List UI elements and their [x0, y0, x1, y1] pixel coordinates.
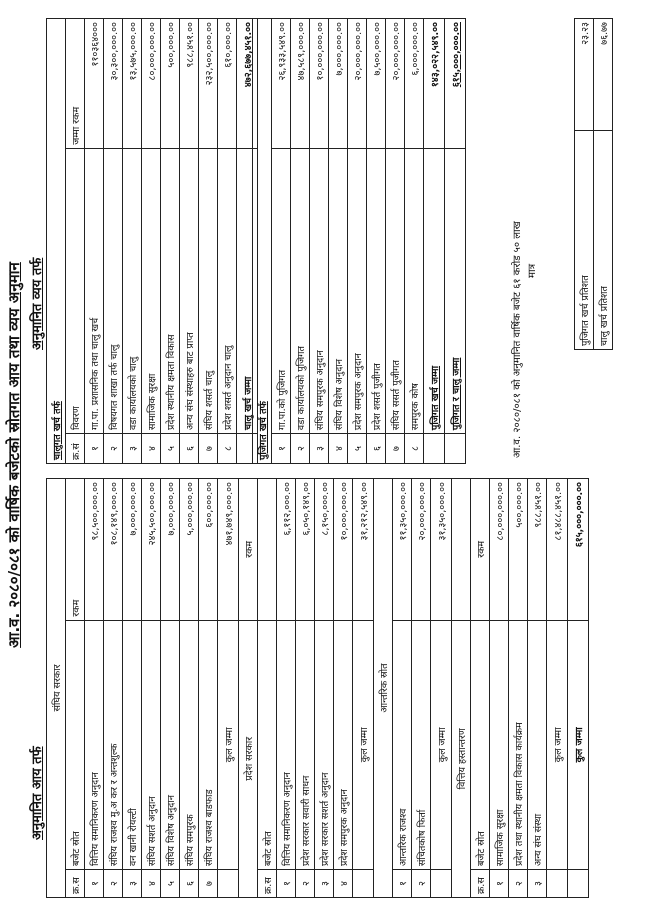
federal-section-label: संघिय सरकार [47, 479, 66, 898]
table-row: १ वित्तिय समानिकरण अनुदान ९८,५००,०००.०० [85, 479, 104, 898]
column-header-description: विवरण [66, 148, 85, 433]
table-row: २ प्रदेश सरकार सवारी साधन ६,०५०,१४९,०० [296, 479, 315, 898]
income-heading: अनुमानित आय तर्फ [30, 746, 45, 840]
table-row: ३ वडा कार्यालयको चालु १३,५७५,०००.०० [123, 19, 142, 464]
table-row: ८ प्रदेश शसर्त अनुदान चालु ६१०,०००.०० [218, 19, 237, 464]
table-row: ३ वन खानी रोयल्टी ७,०००,०००.०० [123, 479, 142, 898]
table-row: ५ संघिय विशेष अनुदान ७,०००,०००.०० [161, 479, 180, 898]
province-section-label: प्रदेश सरकार [239, 620, 258, 897]
table-row: २ संघिय राजश्व मु.अ कर र अन्तशुल्क १०८,१४९,०००.०० [104, 479, 123, 898]
table-row: ६ संघिय समपुरक ५,०००,०००.०० [180, 479, 199, 898]
table-row: ५ प्रदेश स्थानीय क्षमता विकास ५००,०००.०० [161, 19, 180, 464]
table-row: ४ सामाजिक सुरक्षा ८०,०००,०००.०० [142, 19, 161, 464]
table-row: १ आन्तरिक राजश्व ११,३५०,०००.०० [393, 479, 412, 898]
internal-section-label: आन्तरिक स्रोत [374, 479, 393, 898]
recurrent-section-label: चालुगत खर्च तर्फ [47, 19, 66, 464]
table-row: ४ प्रदेश समपुरक अनुदान १०,०००,०००.०० [334, 479, 353, 898]
table-row: १ सामाजिक सुरक्षा ८०,०००,०००.०० [490, 479, 509, 898]
income-table: संघिय सरकार क्र.स बजेट स्रोत रकम १ वित्तिय समानिकरण अनुदान ९८,५००,०००.०० २ संघिय राजश्व मु.अ कर र अन्तशुल्क १०८,१४९,०००.०० ३ वन खानी रोयल्टी ७,०००,०००.०० ४ संघिय सशर्त अनुदान २४५,५००,०००.०० ५ संघिय विशेष अनुदान ७,०००,०००.०० ६ संघिय समपुरक ५,०००,०००.०० ७ संघिय राजश्व बाडफाड ६००,०००.०० कुल जम्मा ४७१,७४९,०००.०० प्रदेश सरकार रकम क्र.स बजेट स्रोत १ वित्तिय समानिकरण अनुदान ६,११२,०००.०० २ प्रदेश सरकार सवारी साधन ६,०५०,१४९,०० ३ प्रदेश सरकार सशर्त अनुदान ८,१५०,०००.०० ४ प्रदेश समपुरक अनुदान १०,०००,०००.०० कुल जम्मा ३१,२१२,५४९.०० आन्तरिक स्रोत १ आन्तरिक राजश्व ११,३५०,०००.०० २ संचितकोष फिर्ता २०,०००,०००.०० कुल जम्मा ३१,३५०,०००.०० वित्तिय हस्तान्तरण क्र.स बजेट स्रोत रकम १ सामाजिक सुरक्षा ८०,०००,०००.०० २ प्रदेश तथा स्थानीय क्षमता विकास कार्यक्रम ५००,०००.०० ३ अन्य संघ संस्था ९८८,४५१.०० कुल जम्मा ८१,४८८,४५१.०० कुल जम्मा ६१५,०००,०००.०० [46, 478, 589, 898]
table-row: २ विषयगत शाखा तर्फ चालु ३०,३००,०००.०० [104, 19, 123, 464]
capital-total-row: पुजिगत खर्च जम्मा १४३,०२२,५४९.०० [424, 19, 445, 464]
table-row: ७ संघिय ससर्त पुजीगत २०,०००,०००.०० [386, 19, 405, 464]
table-row: २ संचितकोष फिर्ता २०,०००,०००.०० [412, 479, 431, 898]
table-row: २ प्रदेश तथा स्थानीय क्षमता विकास कार्यक्रम ५००,०००.०० [509, 479, 528, 898]
column-header-total-amount: जम्मा रकम [66, 19, 85, 149]
budget-note [510, 18, 540, 458]
capital-section-label: पुजिगत खर्च तर्फ [253, 19, 272, 464]
transfer-section-label: वित्तिय हस्तान्तरण [452, 620, 471, 897]
expense-grand-total-row: पुजिगत र चालु जम्मा ६१५,०००,०००.०० [445, 19, 466, 464]
transfer-total-row: कुल जम्मा ८१,४८८,४५१.०० [547, 479, 568, 898]
column-header-source: बजेट स्रोत [66, 620, 85, 869]
table-row: २ वडा कार्यालयको पुजिगत ४७,५८९,०००.०० [291, 19, 310, 464]
table-row: ३ अन्य संघ संस्था ९८८,४५१.०० [528, 479, 547, 898]
table-row: ३ संघिय समपुरक अनुदान १०,०००,०००.०० [310, 19, 329, 464]
table-row: १ वित्तिय समानिकरण अनुदान ६,११२,०००.०० [277, 479, 296, 898]
table-row: ८ समपुरक कोष ६,०००,०००.०० [405, 19, 424, 464]
table-row: पुजिगत खर्च प्रतिशत २३.२३ [575, 19, 594, 350]
recurrent-expense-table [46, 18, 258, 464]
column-header-sn: क्र.सं [66, 434, 85, 464]
document-title: आ.व. २०८०/०८१ को वार्षिक बजेटको स्रोतगत आय तथा व्यय अनुमान [5, 262, 23, 648]
table-row: १ गा.पा. प्रशासनिक तथा चालु खर्च ११०३६४००० [85, 19, 104, 464]
internal-total-row: कुल जम्मा ३१,३५०,०००.०० [431, 479, 452, 898]
table-row: ५ प्रदेश समपुरक अनुदान २०,०००,०००.०० [348, 19, 367, 464]
income-grand-total-row: कुल जम्मा ६१५,०००,०००.०० [568, 479, 589, 898]
expense-ratio-table [574, 18, 613, 350]
capital-expense-table [252, 18, 466, 464]
federal-total-row: कुल जम्मा ४७१,७४९,०००.०० [218, 479, 239, 898]
table-row: ७ संघिय राजश्व बाडफाड ६००,०००.०० [199, 479, 218, 898]
column-header-amount: रकम [66, 479, 85, 621]
province-total-row: कुल जम्मा ३१,२१२,५४९.०० [353, 479, 374, 898]
column-header-sn: क्र.स [66, 870, 85, 898]
expense-heading: अनुमानित व्यय तर्फ [30, 257, 45, 350]
table-row: ४ संघिय सशर्त अनुदान २४५,५००,०००.०० [142, 479, 161, 898]
table-row: ६ अन्य संघ संस्थाहरु बाट प्राप्त ९८८,४५१.०० [180, 19, 199, 464]
table-row: ७ संघिय शसर्त चालु २३२,५००,०००.०० [199, 19, 218, 464]
recurrent-total-row: चालु खर्च जम्मा ४७२,६७७,४५१.०० [237, 19, 258, 464]
budget-note-line2: मात्र [527, 263, 538, 278]
table-row: चालु खर्च प्रतिशत ७६.७७ [594, 19, 613, 350]
table-row: ३ प्रदेश सरकार सशर्त अनुदान ८,१५०,०००.०० [315, 479, 334, 898]
table-row: ६ प्रदेश शसर्त पुजीगत ७,५००,०००.०० [367, 19, 386, 464]
table-row: ४ संघिय विशेष अनुदान ७,०००,०००.०० [329, 19, 348, 464]
budget-note-line1: आ.व. २०८०/०८१ को अनुमानित वार्षिक बजेट ६१ करोड ५० लाख [512, 221, 523, 458]
table-row: १ गा.पा.को पुजिगत २६,९३३,५४९.०० [272, 19, 291, 464]
